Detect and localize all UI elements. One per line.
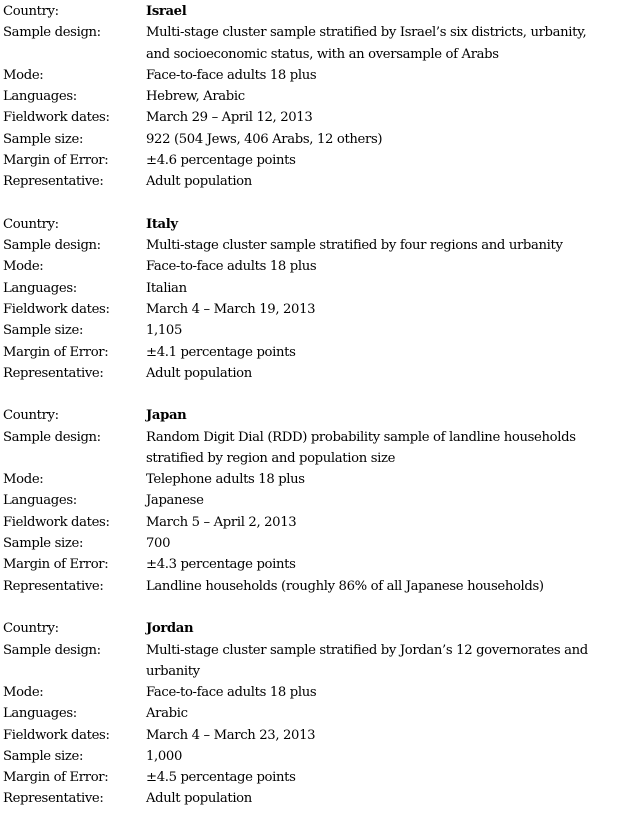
fieldwork-dates-value: March 4 – March 19, 2013 (146, 301, 316, 317)
sample-design-row (3, 640, 620, 682)
country-row (3, 405, 620, 426)
country-row (3, 214, 620, 235)
sample-size-value: 1,000 (146, 748, 183, 764)
languages-row (3, 278, 620, 299)
representative-value: Adult population (146, 365, 252, 381)
margin-of-error-value: ±4.3 percentage points (146, 557, 296, 573)
mode-label: Mode: (3, 259, 44, 275)
mode-label: Mode: (3, 472, 44, 488)
country-block-japan (3, 405, 620, 596)
languages-label: Languages: (3, 280, 77, 296)
margin-of-error-row (3, 150, 620, 171)
representative-row (3, 788, 620, 809)
sample-size-label: Sample size: (3, 323, 84, 339)
fieldwork-dates-label: Fieldwork dates: (3, 514, 110, 530)
margin-of-error-value: ±4.5 percentage points (146, 770, 296, 786)
representative-value: Adult population (146, 174, 252, 190)
sample-design-row (3, 235, 620, 256)
mode-value: Face-to-face adults 18 plus (146, 684, 317, 700)
languages-row (3, 86, 620, 107)
fieldwork-dates-value: March 5 – April 2, 2013 (146, 514, 297, 530)
margin-of-error-label: Margin of Error: (3, 152, 109, 168)
representative-value: Adult population (146, 791, 252, 807)
languages-label: Languages: (3, 89, 77, 104)
country-name: Jordan (146, 621, 194, 637)
sample-design-label: Sample design: (3, 642, 101, 658)
fieldwork-dates-row (3, 107, 620, 128)
country-block-israel (3, 1, 620, 192)
mode-row (3, 469, 620, 490)
sample-size-row (3, 129, 620, 150)
margin-of-error-value: ±4.1 percentage points (146, 344, 296, 360)
country-block-italy (3, 214, 620, 384)
country-label: Country: (3, 408, 59, 424)
sample-size-row (3, 320, 620, 341)
fieldwork-dates-label: Fieldwork dates: (3, 110, 110, 126)
languages-label: Languages: (3, 493, 77, 509)
sample-design-value: Multi-stage cluster sample stratified by Jordan’s 12 governorates and urbanity (146, 642, 588, 679)
mode-value: Face-to-face adults 18 plus (146, 67, 317, 83)
sample-design-value: Multi-stage cluster sample stratified by Israel’s six districts, urbanity, and socioeconomic status, with an oversample of Arabs (146, 25, 587, 62)
fieldwork-dates-row (3, 299, 620, 320)
country-name: Italy (146, 216, 178, 232)
margin-of-error-value: ±4.6 percentage points (146, 152, 296, 168)
languages-value: Hebrew, Arabic (146, 89, 245, 104)
sample-design-value: Random Digit Dial (RDD) probability sample of landline households stratified by region and population size (146, 429, 576, 466)
sample-design-value: Multi-stage cluster sample stratified by four regions and urbanity (146, 238, 563, 254)
fieldwork-dates-row (3, 512, 620, 533)
country-row (3, 1, 620, 22)
mode-label: Mode: (3, 684, 44, 700)
representative-label: Representative: (3, 365, 104, 381)
sample-size-row (3, 533, 620, 554)
representative-label: Representative: (3, 578, 104, 594)
languages-value: Japanese (146, 493, 204, 509)
languages-row (3, 703, 620, 724)
fieldwork-dates-value: March 4 – March 23, 2013 (146, 727, 316, 743)
country-label: Country: (3, 621, 59, 637)
sample-size-row (3, 746, 620, 767)
languages-value: Arabic (146, 706, 188, 722)
country-label: Country: (3, 4, 59, 19)
country-row (3, 618, 620, 639)
languages-value: Italian (146, 280, 187, 296)
sample-size-value: 1,105 (146, 323, 183, 339)
languages-row (3, 490, 620, 511)
mode-row (3, 682, 620, 703)
fieldwork-dates-label: Fieldwork dates: (3, 301, 110, 317)
sample-size-label: Sample size: (3, 131, 84, 147)
representative-value: Landline households (roughly 86% of all Japanese households) (146, 578, 544, 594)
margin-of-error-row (3, 767, 620, 788)
margin-of-error-label: Margin of Error: (3, 770, 109, 786)
fieldwork-dates-label: Fieldwork dates: (3, 727, 110, 743)
sample-design-row (3, 22, 620, 64)
sample-design-label: Sample design: (3, 238, 101, 254)
representative-row (3, 171, 620, 192)
sample-size-value: 700 (146, 536, 171, 552)
sample-size-label: Sample size: (3, 536, 84, 552)
sample-size-label: Sample size: (3, 748, 84, 764)
margin-of-error-row (3, 554, 620, 575)
margin-of-error-label: Margin of Error: (3, 344, 109, 360)
languages-label: Languages: (3, 706, 77, 722)
country-block-jordan (3, 618, 620, 809)
margin-of-error-row (3, 342, 620, 363)
country-name: Israel (146, 4, 187, 19)
country-label: Country: (3, 216, 59, 232)
mode-row (3, 256, 620, 277)
representative-row (3, 363, 620, 384)
representative-label: Representative: (3, 791, 104, 807)
margin-of-error-label: Margin of Error: (3, 557, 109, 573)
mode-row (3, 65, 620, 86)
sample-size-value: 922 (504 Jews, 406 Arabs, 12 others) (146, 131, 383, 147)
sample-design-label: Sample design: (3, 25, 101, 41)
sample-design-row (3, 427, 620, 469)
fieldwork-dates-row (3, 725, 620, 746)
mode-label: Mode: (3, 67, 44, 83)
country-name: Japan (146, 408, 187, 424)
mode-value: Telephone adults 18 plus (146, 472, 305, 488)
sample-design-label: Sample design: (3, 429, 101, 445)
representative-row (3, 576, 620, 597)
mode-value: Face-to-face adults 18 plus (146, 259, 317, 275)
fieldwork-dates-value: March 29 – April 12, 2013 (146, 110, 313, 126)
representative-label: Representative: (3, 174, 104, 190)
